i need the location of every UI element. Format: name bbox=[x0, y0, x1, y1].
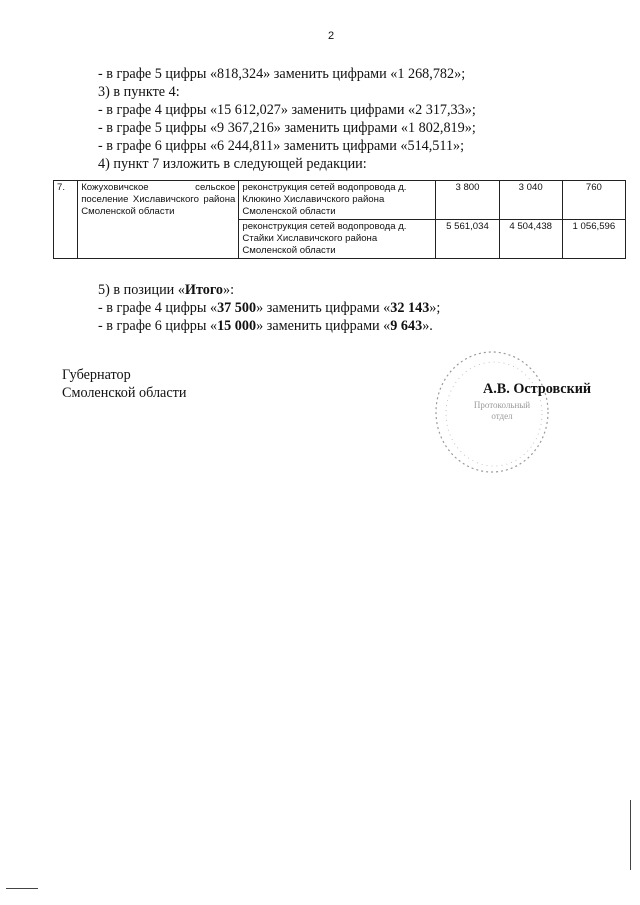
value-col6: 760 bbox=[562, 181, 625, 220]
item5-line-col4 bbox=[98, 299, 440, 317]
amendment-line: - в графе 5 цифры «818,324» заменить цифрами «1 268,782»; bbox=[98, 66, 466, 82]
value-col4: 5 561,034 bbox=[436, 220, 499, 259]
item5-intro bbox=[98, 281, 234, 299]
governor-title-line1: Губернатор bbox=[62, 367, 131, 383]
governor-title-line2: Смоленской области bbox=[62, 385, 187, 401]
scan-edge-line bbox=[630, 800, 631, 870]
amendment-line: - в графе 4 цифры «15 612,027» заменить цифрами «2 317,33»; bbox=[98, 102, 476, 118]
stamp-text bbox=[462, 400, 542, 422]
stamp-line: отдел bbox=[491, 411, 513, 421]
value-col5: 4 504,438 bbox=[499, 220, 562, 259]
old-value: 37 500 bbox=[217, 300, 257, 316]
total-label: Итого bbox=[184, 282, 224, 298]
amendment-line: 3) в пункте 4: bbox=[98, 84, 180, 100]
row-number: 7. bbox=[54, 181, 78, 259]
governor-name: А.В. Островский bbox=[483, 381, 592, 397]
old-value: 15 000 bbox=[217, 318, 257, 334]
scan-edge-line bbox=[6, 888, 38, 889]
item5-line-col6 bbox=[98, 317, 433, 335]
work-cell: реконструкция сетей водопровода д. Клюкино Хиславичского района Смоленской области bbox=[239, 181, 436, 220]
new-value: 32 143 bbox=[390, 300, 430, 316]
text-part: »; bbox=[429, 300, 441, 316]
amendment-line: - в графе 5 цифры «9 367,216» заменить цифрами «1 802,819»; bbox=[98, 120, 476, 136]
amendment-table bbox=[53, 180, 626, 259]
settlement-cell: Кожуховичское сельское поселение Хиславичского района Смоленской области bbox=[78, 181, 239, 259]
text-part: - в графе 4 цифры « bbox=[98, 300, 218, 316]
text-part: » заменить цифрами « bbox=[256, 318, 391, 334]
value-col4: 3 800 bbox=[436, 181, 499, 220]
stamp-line: Протокольный bbox=[473, 400, 531, 410]
table-row bbox=[54, 181, 626, 220]
text-part: - в графе 6 цифры « bbox=[98, 318, 218, 334]
value-col6: 1 056,596 bbox=[562, 220, 625, 259]
text-part: » заменить цифрами « bbox=[256, 300, 391, 316]
page-number: 2 bbox=[328, 30, 335, 42]
text-part: ». bbox=[422, 318, 433, 334]
value-col5: 3 040 bbox=[499, 181, 562, 220]
amendment-line: - в графе 6 цифры «6 244,811» заменить цифрами «514,511»; bbox=[98, 138, 465, 154]
new-value: 9 643 bbox=[390, 318, 423, 334]
text-part: »: bbox=[223, 282, 235, 298]
work-cell: реконструкция сетей водопровода д. Стайки Хиславичского района Смоленской области bbox=[239, 220, 436, 259]
text-part: 5) в позиции « bbox=[98, 282, 185, 298]
amendment-line: 4) пункт 7 изложить в следующей редакции: bbox=[98, 156, 367, 172]
